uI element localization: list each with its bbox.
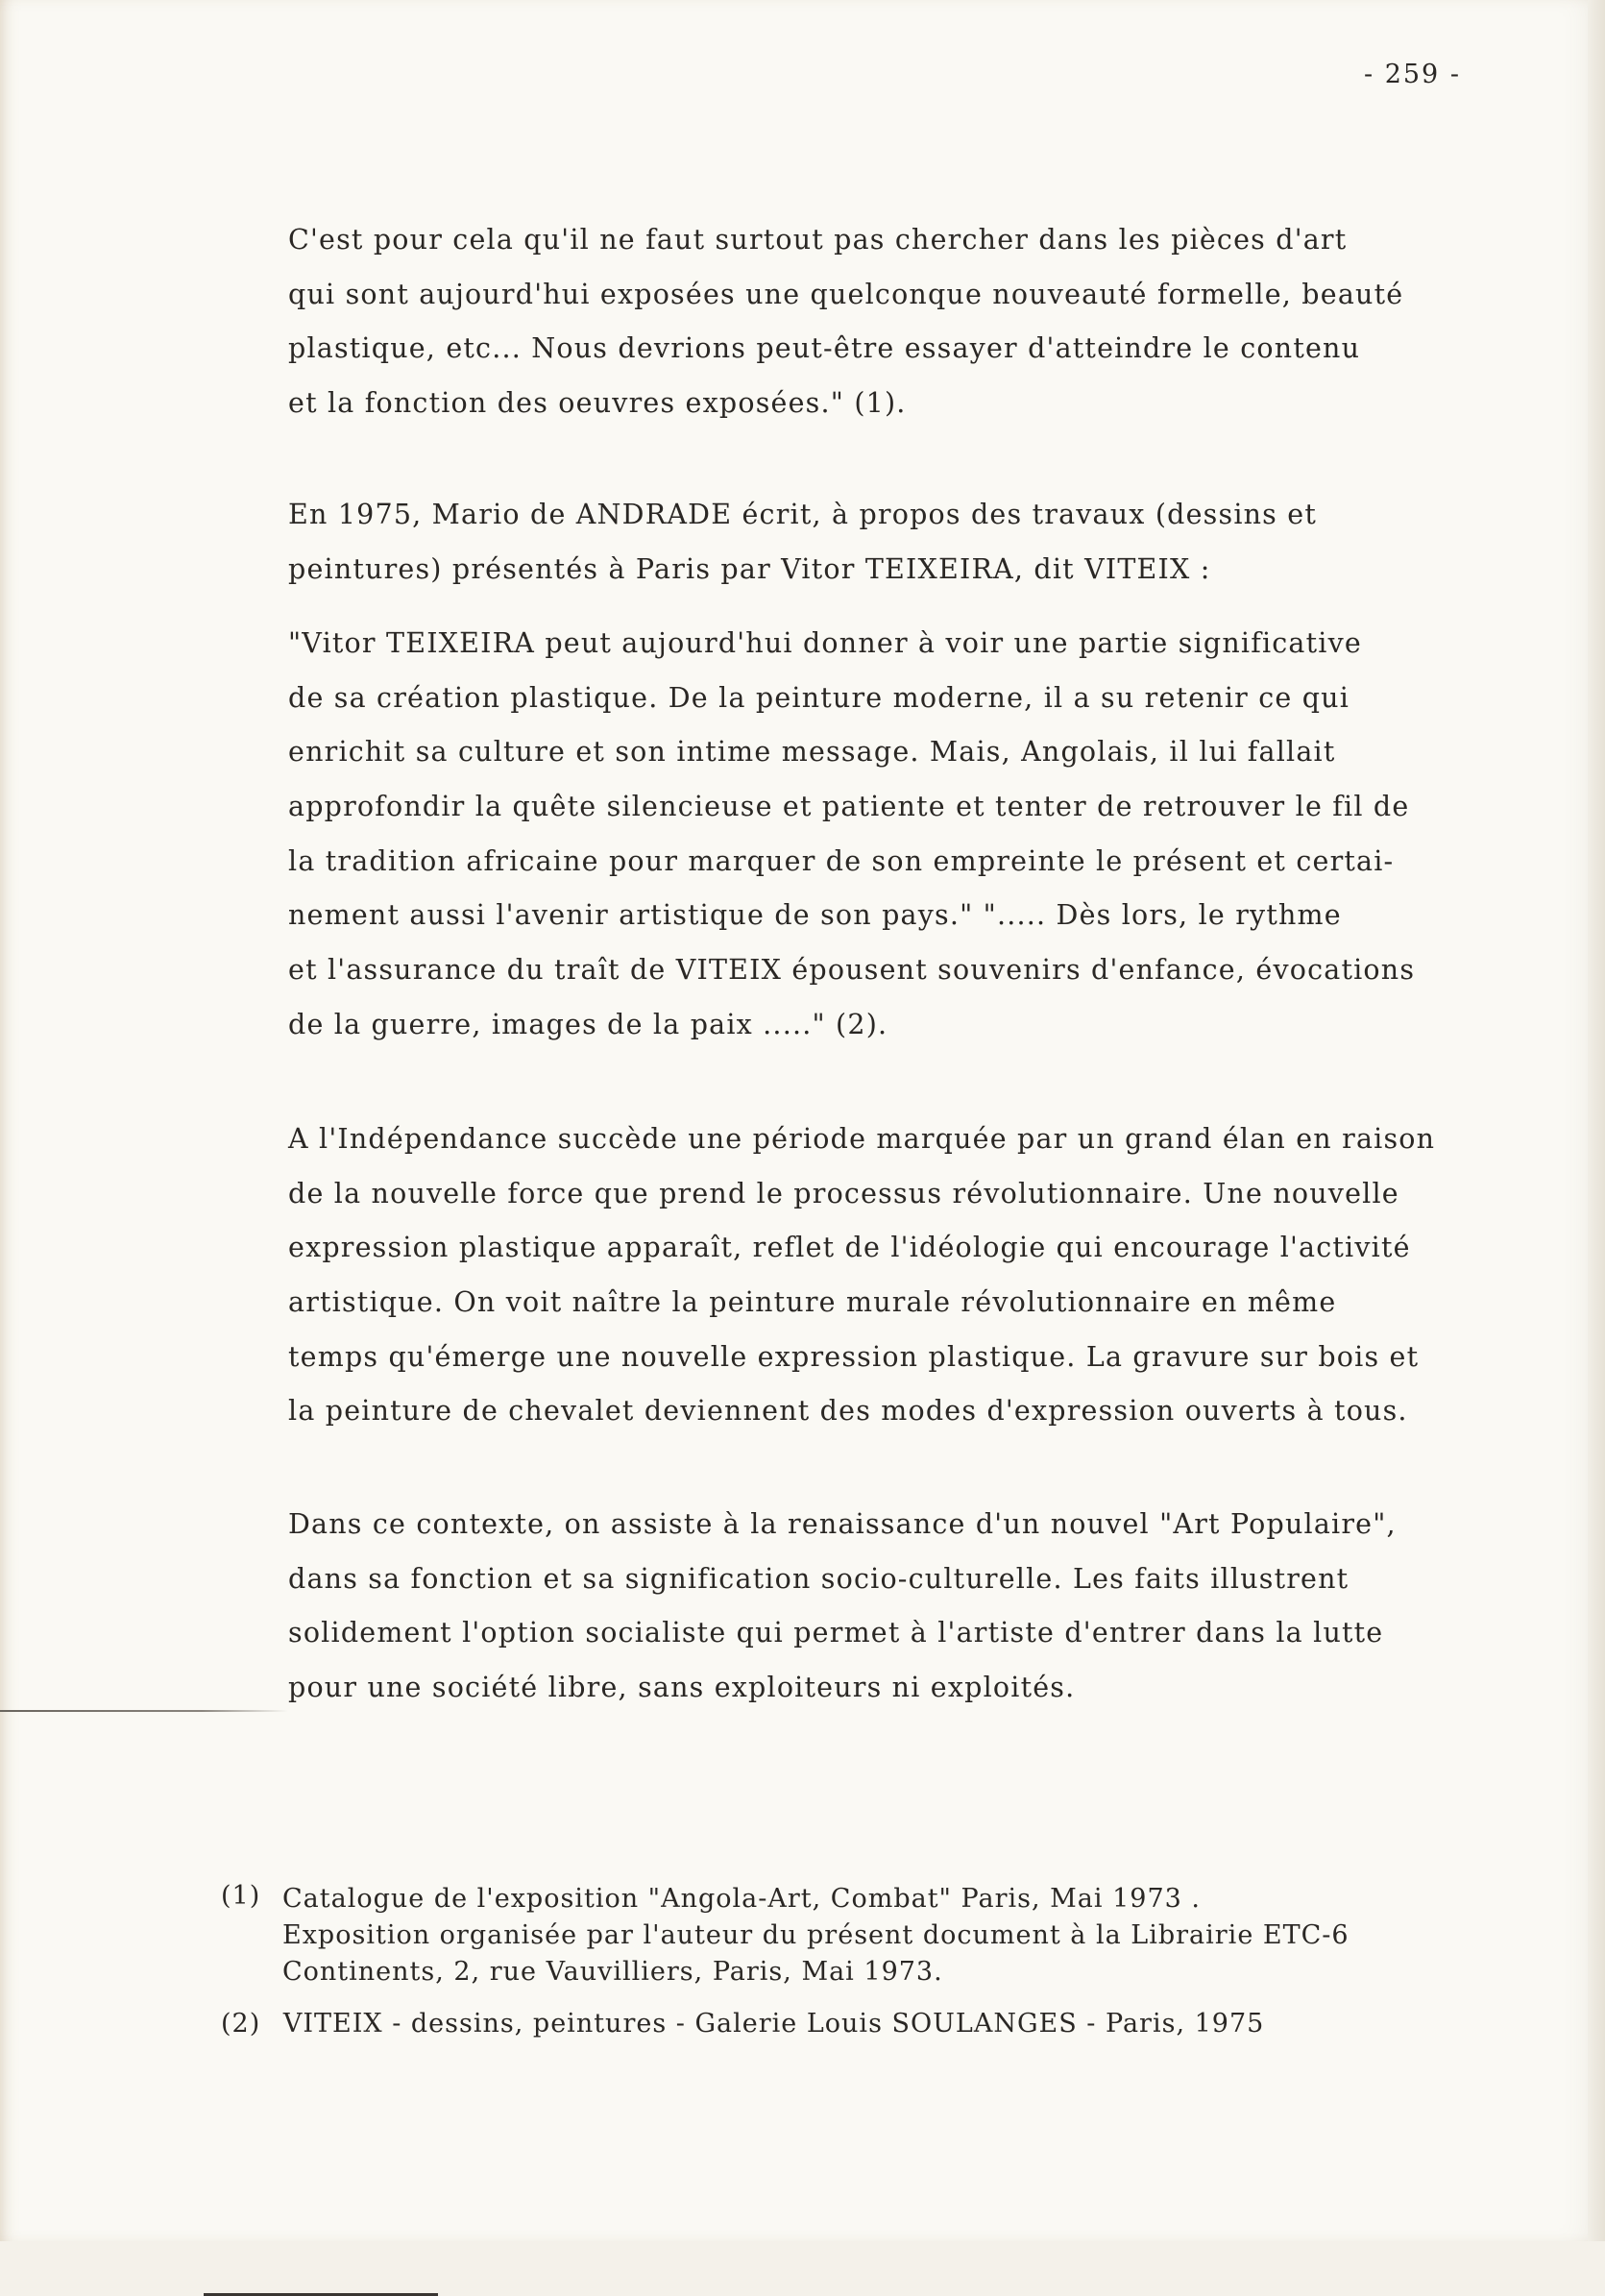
page-number: - 259 - <box>1364 60 1461 89</box>
text-line: qui sont aujourd'hui exposées une quelconque nouveauté formelle, beauté <box>288 278 1404 310</box>
paragraph-5 <box>288 1498 1537 1716</box>
paragraph-1 <box>288 213 1537 431</box>
text-line: temps qu'émerge une nouvelle expression plastique. La gravure sur bois et <box>288 1340 1420 1373</box>
text-line: la peinture de chevalet deviennent des modes d'expression ouverts à tous. <box>288 1395 1408 1428</box>
footnotes <box>221 1881 1566 2042</box>
text-line: expression plastique apparaît, reflet de l'idéologie qui encourage l'activité <box>288 1232 1411 1264</box>
paragraph-4 <box>288 1112 1537 1439</box>
text-line: pour une société libre, sans exploiteurs ni exploités. <box>288 1672 1076 1704</box>
text-line: En 1975, Mario de ANDRADE écrit, à propos des travaux (dessins et <box>288 499 1317 530</box>
text-line: approfondir la quête silencieuse et patiente et tenter de retrouver le fil de <box>288 791 1410 823</box>
footnote-label: (2) <box>221 2009 261 2039</box>
footnote-line: VITEIX - dessins, peintures - Galerie Louis SOULANGES - Paris, 1975 <box>282 2009 1265 2039</box>
text-line: dans sa fonction et sa signification socio-culturelle. Les faits illustrent <box>288 1562 1350 1595</box>
footnote-label: (1) <box>221 1881 261 1911</box>
quotation-paragraph <box>288 617 1537 1053</box>
text-line: C'est pour cela qu'il ne faut surtout pas chercher dans les pièces d'art <box>288 224 1348 256</box>
text-line: peintures) présentés à Paris par Vitor TEIXEIRA, dit VITEIX : <box>288 552 1211 585</box>
margin-mark <box>0 1710 288 1712</box>
text-line: et l'assurance du traît de VITEIX épousent souvenirs d'enfance, évocations <box>288 954 1416 987</box>
text-line: plastique, etc... Nous devrions peut-être essayer d'atteindre le contenu <box>288 332 1361 365</box>
text-line: nement aussi l'avenir artistique de son pays." "..... Dès lors, le rythme <box>288 899 1342 932</box>
footnote-line: Catalogue de l'exposition "Angola-Art, Combat" Paris, Mai 1973 . <box>282 1884 1202 1914</box>
text-line: solidement l'option socialiste qui permet à l'artiste d'entrer dans la lutte <box>288 1617 1384 1649</box>
footnote-line: Exposition organisée par l'auteur du présent document à la Librairie ETC-6 <box>282 1920 1350 1950</box>
footnote-line: Continents, 2, rue Vauvilliers, Paris, Mai 1973. <box>282 1957 943 1987</box>
footnote-1 <box>221 1881 1566 1991</box>
text-line: enrichit sa culture et son intime message. Mais, Angolais, il lui fallait <box>288 736 1336 769</box>
page-edge <box>1588 0 1605 2241</box>
text-line: de sa création plastique. De la peinture moderne, il a su retenir ce qui <box>288 681 1350 714</box>
text-line: de la nouvelle force que prend le processus révolutionnaire. Une nouvelle <box>288 1177 1399 1209</box>
footnote-2 <box>221 2006 1566 2042</box>
text-line: et la fonction des oeuvres exposées." (1). <box>288 387 907 420</box>
text-line: "Vitor TEIXEIRA peut aujourd'hui donner à voir une partie significative <box>288 627 1362 659</box>
text-line: A l'Indépendance succède une période marquée par un grand élan en raison <box>288 1123 1436 1155</box>
text-line: la tradition africaine pour marquer de son empreinte le présent et certai- <box>288 844 1395 877</box>
text-line: artistique. On voit naître la peinture murale révolutionnaire en même <box>288 1286 1337 1319</box>
text-line: de la guerre, images de la paix ....." (2). <box>288 1008 888 1040</box>
paragraph-2 <box>288 488 1537 597</box>
text-line: Dans ce contexte, on assiste à la renaissance d'un nouvel "Art Populaire", <box>288 1508 1397 1540</box>
